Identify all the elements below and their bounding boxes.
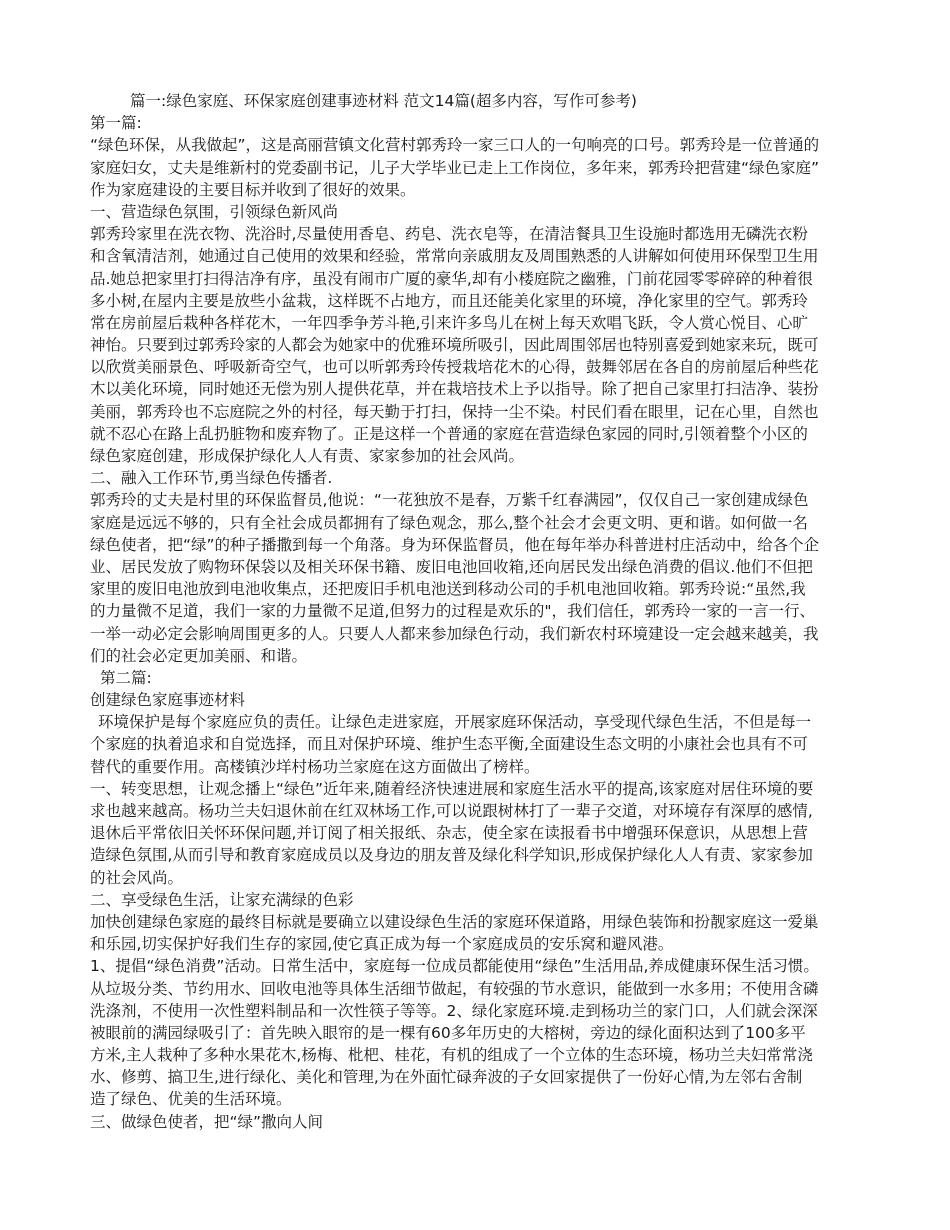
paragraph-line: 一、转变思想，让观念播上“绿色”近年来,随着经济快速进展和家庭生活水平的提高,该家庭对居住环境的要 [90,779,814,798]
paragraph-line: 替代的重要作用。高楼镇沙垟村杨功兰家庭在这方面做出了榜样。 [90,757,540,776]
paragraph-line: 和乐园,切实保护好我们生存的家园,使它真正成为每一个家庭成员的安乐窝和避风港。 [90,935,674,954]
paragraph-line: 郭秀玲的丈夫是村里的环保监督员,他说：“一花独放不是春，万紫千红春满园”，仅仅自己一家创建成绿色 [90,491,809,510]
paragraph-line: 家里的废旧电池放到电池收集点，还把废旧手机电池送到移动公司的手机电池回收箱。郭秀玲说:“虽然,我 [90,580,806,599]
paragraph-line: 洗涤剂，不使用一次性塑料制品和一次性筷子等等。2、绿化家庭环境.走到杨功兰的家门口，人们就会深深 [90,1001,818,1020]
paragraph-line: 就不忍心在路上乱扔脏物和废弃物了。正是这样一个普通的家庭在营造绿色家园的同时,引领着整个小区的 [90,424,808,443]
paragraph-line: 方米,主人栽种了多种水果花木,杨梅、枇杷、桂花，有机的组成了一个立体的生态环境，杨功兰夫妇常常浇 [90,1046,813,1065]
subsection-heading: 三、做绿色使者，把“绿”撒向人间 [90,1112,324,1131]
section-heading: 第一篇: [90,114,142,133]
paragraph-line: 和含氧清洁剂，她通过自己使用的效果和经验，常常向亲戚朋友及周围熟悉的人讲解如何使用环保型卫生用 [90,247,819,266]
subsection-heading: 二、融入工作环节,勇当绿色传播者. [90,469,333,488]
paragraph-line: 求也越来越高。杨功兰夫妇退休前在红双林场工作,可以说跟树林打了一辈子交道，对环境存有深厚的感情, [90,802,813,820]
paragraph-line: 神怡。只要到过郭秀玲家的人都会为她家中的优雅环境所吸引，因此周围邻居也特别喜爱到她家来玩，既可 [90,336,819,355]
paragraph-line: 常在房前屋后栽种各样花木，一年四季争芳斗艳,引来许多鸟儿在树上每天欢唱飞跃，令人赏心悦目、心旷 [90,313,808,332]
paragraph-line: 品.她总把家里打扫得洁净有序，虽没有闹市广厦的豪华,却有小楼庭院之幽雅，门前花园零零碎碎的种着很 [90,269,813,288]
paragraph-line: 个家庭的执着追求和自觉选择，而且对保护环境、维护生态平衡,全面建设生态文明的小康社会也具有不可 [90,735,808,754]
paragraph-line: 家庭妇女，丈夫是维新村的党委副书记，儿子大学毕业已走上工作岗位，多年来，郭秀玲把营建“绿色家庭” [90,158,820,177]
document-page [90,90,860,1133]
paragraph-line: 从垃圾分类、节约用水、回收电池等具体生活细节做起，有较强的节水意识，能做到一水多用；不使用含磷 [90,979,819,998]
paragraph-line: 郭秀玲家里在洗衣物、洗浴时,尽量使用香皂、药皂、洗衣皂等，在清洁餐具卫生设施时都选用无磷洗衣粉 [90,225,808,244]
article-title: 创建绿色家庭事迹材料 [90,691,246,710]
paragraph-line: 被眼前的满园绿吸引了：首先映入眼帘的是一棵有60多年历史的大榕树，旁边的绿化面积达到了100多平 [90,1023,806,1042]
paragraph-line: 的社会风尚。 [90,868,184,887]
paragraph-line: 木以美化环境，同时她还无偿为别人提供花草，并在栽培技术上予以指导。除了把自己家里打扫洁净、装扮 [90,380,819,399]
paragraph-line: 的力量微不足道，我们一家的力量微不足道,但努力的过程是欢乐的"，我们信任，郭秀玲一家的一言一行、 [90,602,816,621]
section-heading: 第二篇: [100,668,152,687]
paragraph-line: 业、居民发放了购物环保袋以及相关环保书籍、废旧电池回收箱,还向居民发出绿色消费的倡议.他们不但把 [90,557,813,576]
paragraph-line: 绿色家庭创建，形成保护绿化人人有责、家家参加的社会风尚。 [90,447,525,465]
paragraph-line: 一举一动必定会影响周围更多的人。只要人人都来参加绿色行动，我们新农村环境建设一定会越来越美，我 [90,624,819,643]
paragraph-line: 造了绿色、优美的生活环境。 [90,1090,292,1109]
paragraph-line: 家庭是远远不够的，只有全社会成员都拥有了绿色观念，那么,整个社会才会更文明、更和谐。如何做一名 [90,513,808,532]
paragraph-line: 环境保护是每个家庭应负的责任。让绿色走进家庭，开展家庭环保活动，享受现代绿色生活，不但是每一 [98,713,812,732]
document-title: 篇一:绿色家庭、环保家庭创建事迹材料 范文14篇(超多内容，写作可参考) [130,92,637,110]
paragraph-line: 多小树,在屋内主要是放些小盆栽，这样既不占地方，而且还能美化家里的环境，净化家里的空气。郭秀玲 [90,291,808,310]
subsection-heading: 二、享受绿色生活，让家充满绿的色彩 [90,890,354,909]
paragraph-line: 造绿色氛围,从而引导和教育家庭成员以及身边的朋友普及绿化科学知识,形成保护绿化人人有责、家家参加 [90,846,813,865]
subsection-heading: 一、营造绿色氛围，引领绿色新风尚 [90,202,339,221]
paragraph-line: 水、修剪、搞卫生,进行绿化、美化和管理,为在外面忙碌奔波的子女回家提供了一份好心情,为左邻右舍制 [90,1068,803,1087]
paragraph-line: 们的社会必定更加美丽、和谐。 [90,646,308,665]
paragraph-line: 退休后平常依旧关怀环保问题,并订阅了相关报纸、杂志，使全家在读报看书中增强环保意识，从思想上营 [90,824,808,843]
paragraph-line: 绿色使者，把“绿”的种子播撒到每一个角落。身为环保监督员，他在每年举办科普进村庄活动中，给各个企 [90,535,820,554]
paragraph-line: “绿色环保，从我做起”，这是高丽营镇文化营村郭秀玲一家三口人的一句响亮的口号。郭秀玲是一位普通的 [90,136,820,155]
paragraph-line: 1、提倡“绿色消费”活动。日常生活中，家庭每一位成员都能使用“绿色”生活用品,养成健康环保生活习惯。 [90,957,819,976]
paragraph-line: 美丽，郭秀玲也不忘庭院之外的村径，每天勤于打扫，保持一尘不染。村民们看在眼里，记在心里，自然也 [90,402,819,421]
paragraph-line: 加快创建绿色家庭的最终目标就是要确立以建设绿色生活的家庭环保道路，用绿色装饰和扮靓家庭这一爱巢 [90,912,819,931]
paragraph-line: 以欣赏美丽景色、呼吸新奇空气，也可以听郭秀玲传授栽培花木的心得，鼓舞邻居在各自的房前屋后种些花 [90,358,819,377]
paragraph-line: 作为家庭建设的主要目标并收到了很好的效果。 [90,180,416,199]
